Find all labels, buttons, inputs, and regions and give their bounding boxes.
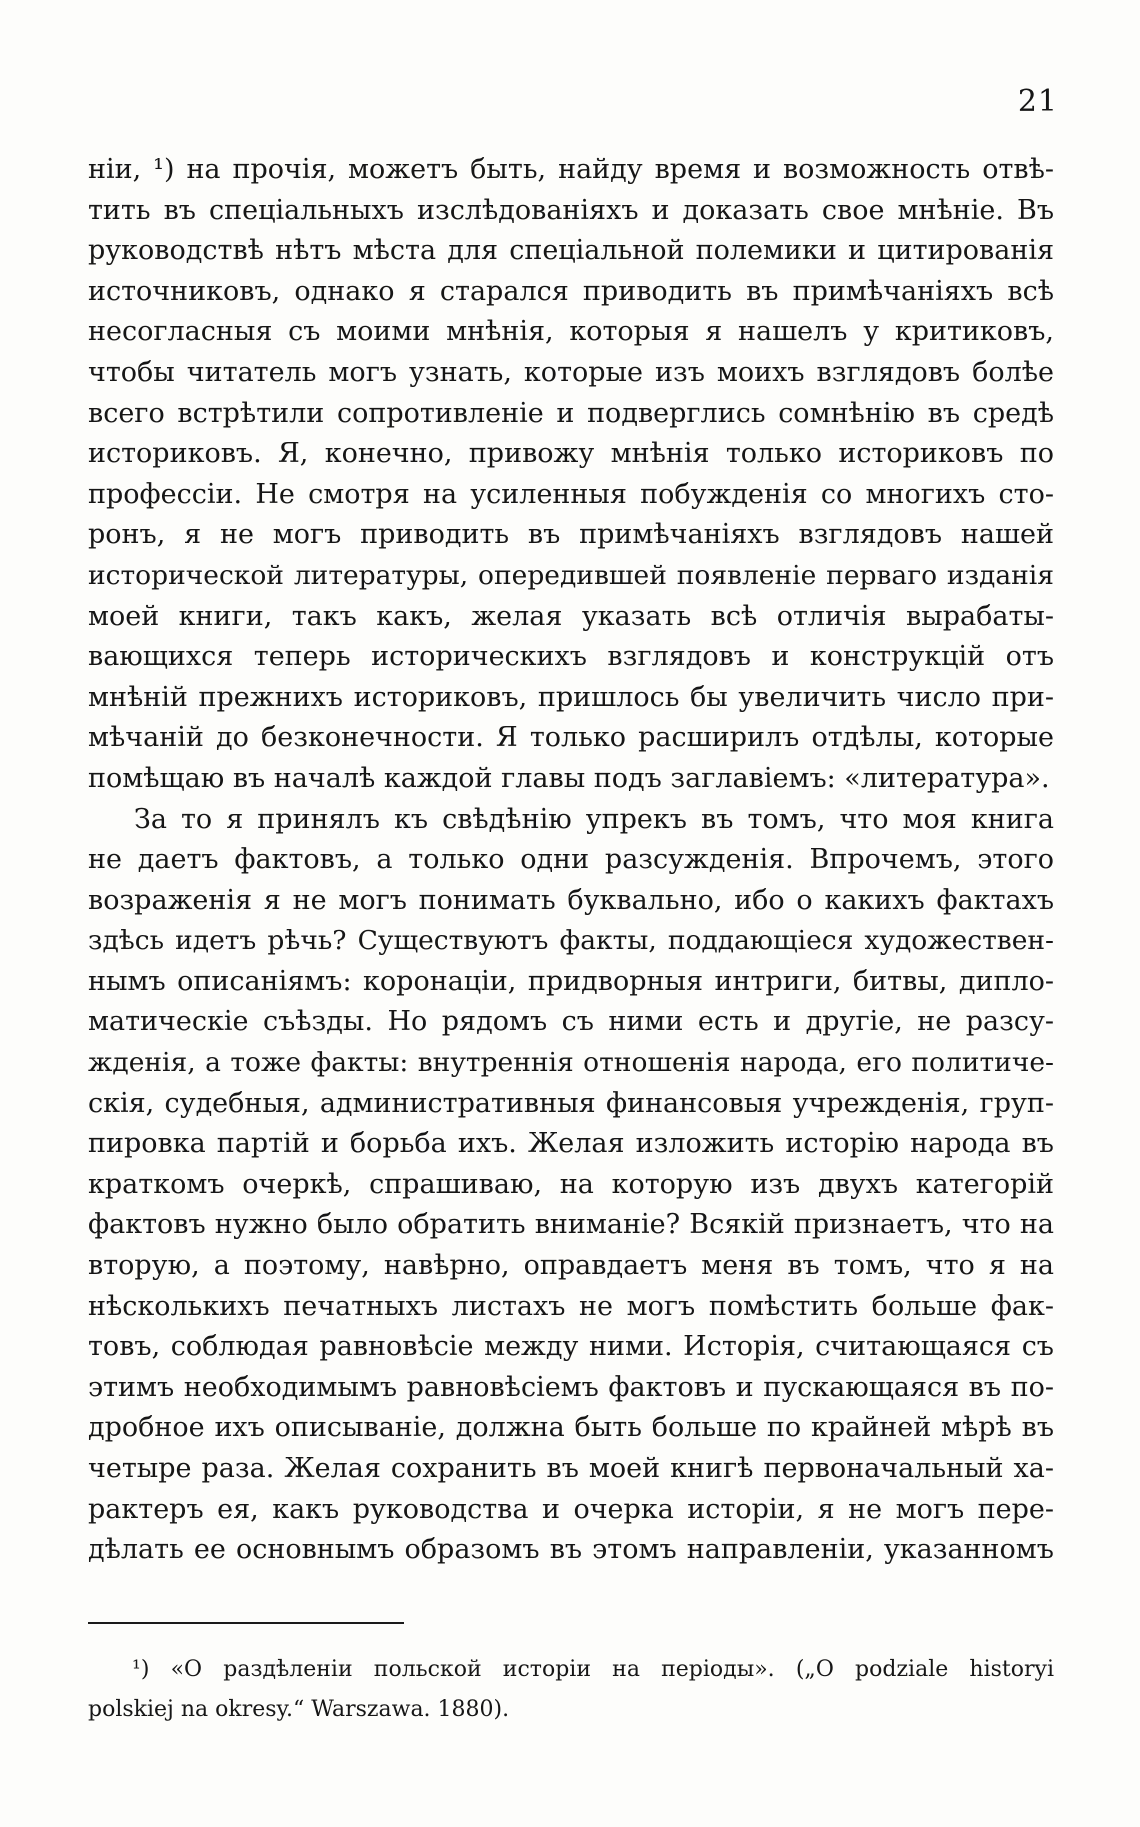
text-line: вающихся теперь историческихъ взглядовъ и конструкцiй отъ: [88, 641, 1054, 673]
text-line: скiя, судебныя, административныя финансовыя учрежденiя, груп-: [88, 1087, 1054, 1119]
text-line: руководствѣ нѣтъ мѣста для спецiальной полемики и цитированiя: [88, 235, 1054, 267]
footnote-line: ¹) «О раздѣленiи польской исторiи на перiоды». („O podziale historyi: [132, 1657, 1054, 1682]
text-line: четыре раза. Желая сохранить въ моей книгѣ первоначальный ха-: [88, 1453, 1054, 1484]
text-line: нымъ описанiямъ: коронацiи, придворныя интриги, битвы, дипло-: [88, 965, 1054, 997]
text-line: фактовъ нужно было обратить вниманiе? Всякiй признаетъ, что на: [88, 1209, 1054, 1241]
text-line: нiи, ¹) на прочiя, можетъ быть, найду время и возможность отвѣ-: [88, 154, 1054, 185]
footnote-divider: [88, 1622, 404, 1624]
text-line: рактеръ ея, какъ руководства и очерка исторiи, я не могъ пере-: [88, 1493, 1054, 1525]
text-line: всего встрѣтили сопротивленiе и подверглись сомнѣнiю въ средѣ: [88, 397, 1054, 429]
text-line: возраженiя я не могъ понимать буквально, ибо о какихъ фактахъ: [88, 884, 1054, 916]
text-line: исторической литературы, опередившей появленiе перваго изданiя: [88, 559, 1054, 591]
text-line: несогласныя съ моими мнѣнiя, которыя я нашелъ у критиковъ,: [88, 316, 1054, 348]
text-line: помѣщаю въ началѣ каждой главы подъ заглавiемъ: «литература».: [88, 762, 1050, 794]
text-line: источниковъ, однако я старался приводить въ примѣчанiяхъ всѣ: [88, 275, 1054, 307]
text-line: не даетъ фактовъ, а только одни разсужденiя. Впрочемъ, этого: [88, 844, 1054, 876]
text-line: моей книги, такъ какъ, желая указать всѣ отличiя вырабаты-: [88, 600, 1054, 632]
text-line: вторую, а поэтому, навѣрно, оправдаетъ меня въ томъ, что я на: [88, 1250, 1054, 1282]
body-text: [88, 150, 1054, 1571]
text-line: историковъ. Я, конечно, привожу мнѣнiя только историковъ по: [88, 438, 1054, 470]
page-number: 21: [1017, 84, 1058, 119]
footnote-line: polskiej na okresy.“ Warszawa. 1880).: [88, 1697, 510, 1722]
text-line: ронъ, я не могъ приводить въ примѣчанiяхъ взглядовъ нашей: [88, 519, 1054, 551]
text-line: пировка партiй и борьба ихъ. Желая изложить исторiю народа въ: [88, 1128, 1054, 1160]
text-line: дробное ихъ описыванiе, должна быть больше по крайней мѣрѣ въ: [88, 1412, 1054, 1444]
text-line: нѣсколькихъ печатныхъ листахъ не могъ помѣстить больше фак-: [88, 1290, 1054, 1322]
text-line: матическiе съѣзды. Но рядомъ съ ними есть и другiе, не разсу-: [88, 1006, 1054, 1038]
text-line: товъ, соблюдая равновѣсiе между ними. Исторiя, считающаяся съ: [88, 1331, 1054, 1363]
text-line: дѣлать ее основнымъ образомъ въ этомъ направленiи, указанномъ: [88, 1534, 1054, 1566]
text-line: краткомъ очеркѣ, спрашиваю, на которую изъ двухъ категорiй: [88, 1168, 1054, 1200]
footnote: [88, 1650, 1054, 1730]
text-line: мѣчанiй до безконечности. Я только расширилъ отдѣлы, которые: [88, 722, 1054, 754]
text-line: этимъ необходимымъ равновѣсiемъ фактовъ и пускающаяся въ по-: [88, 1371, 1054, 1403]
text-line: тить въ спецiальныхъ изслѣдованiяхъ и доказать свое мнѣнiе. Въ: [88, 194, 1054, 226]
text-line: жденiя, а тоже факты: внутреннiя отношенiя народа, его политиче-: [88, 1047, 1054, 1079]
text-line: мнѣнiй прежнихъ историковъ, пришлось бы увеличить число при-: [88, 681, 1054, 713]
text-line: профессiи. Не смотря на усиленныя побужденiя со многихъ сто-: [88, 478, 1054, 510]
text-line: чтобы читатель могъ узнать, которые изъ моихъ взглядовъ болѣе: [88, 356, 1054, 388]
text-line: За то я принялъ къ свѣдѣнiю упрекъ въ томъ, что моя книга: [134, 803, 1054, 835]
text-line: здѣсь идетъ рѣчь? Существуютъ факты, поддающiеся художествен-: [88, 925, 1054, 957]
